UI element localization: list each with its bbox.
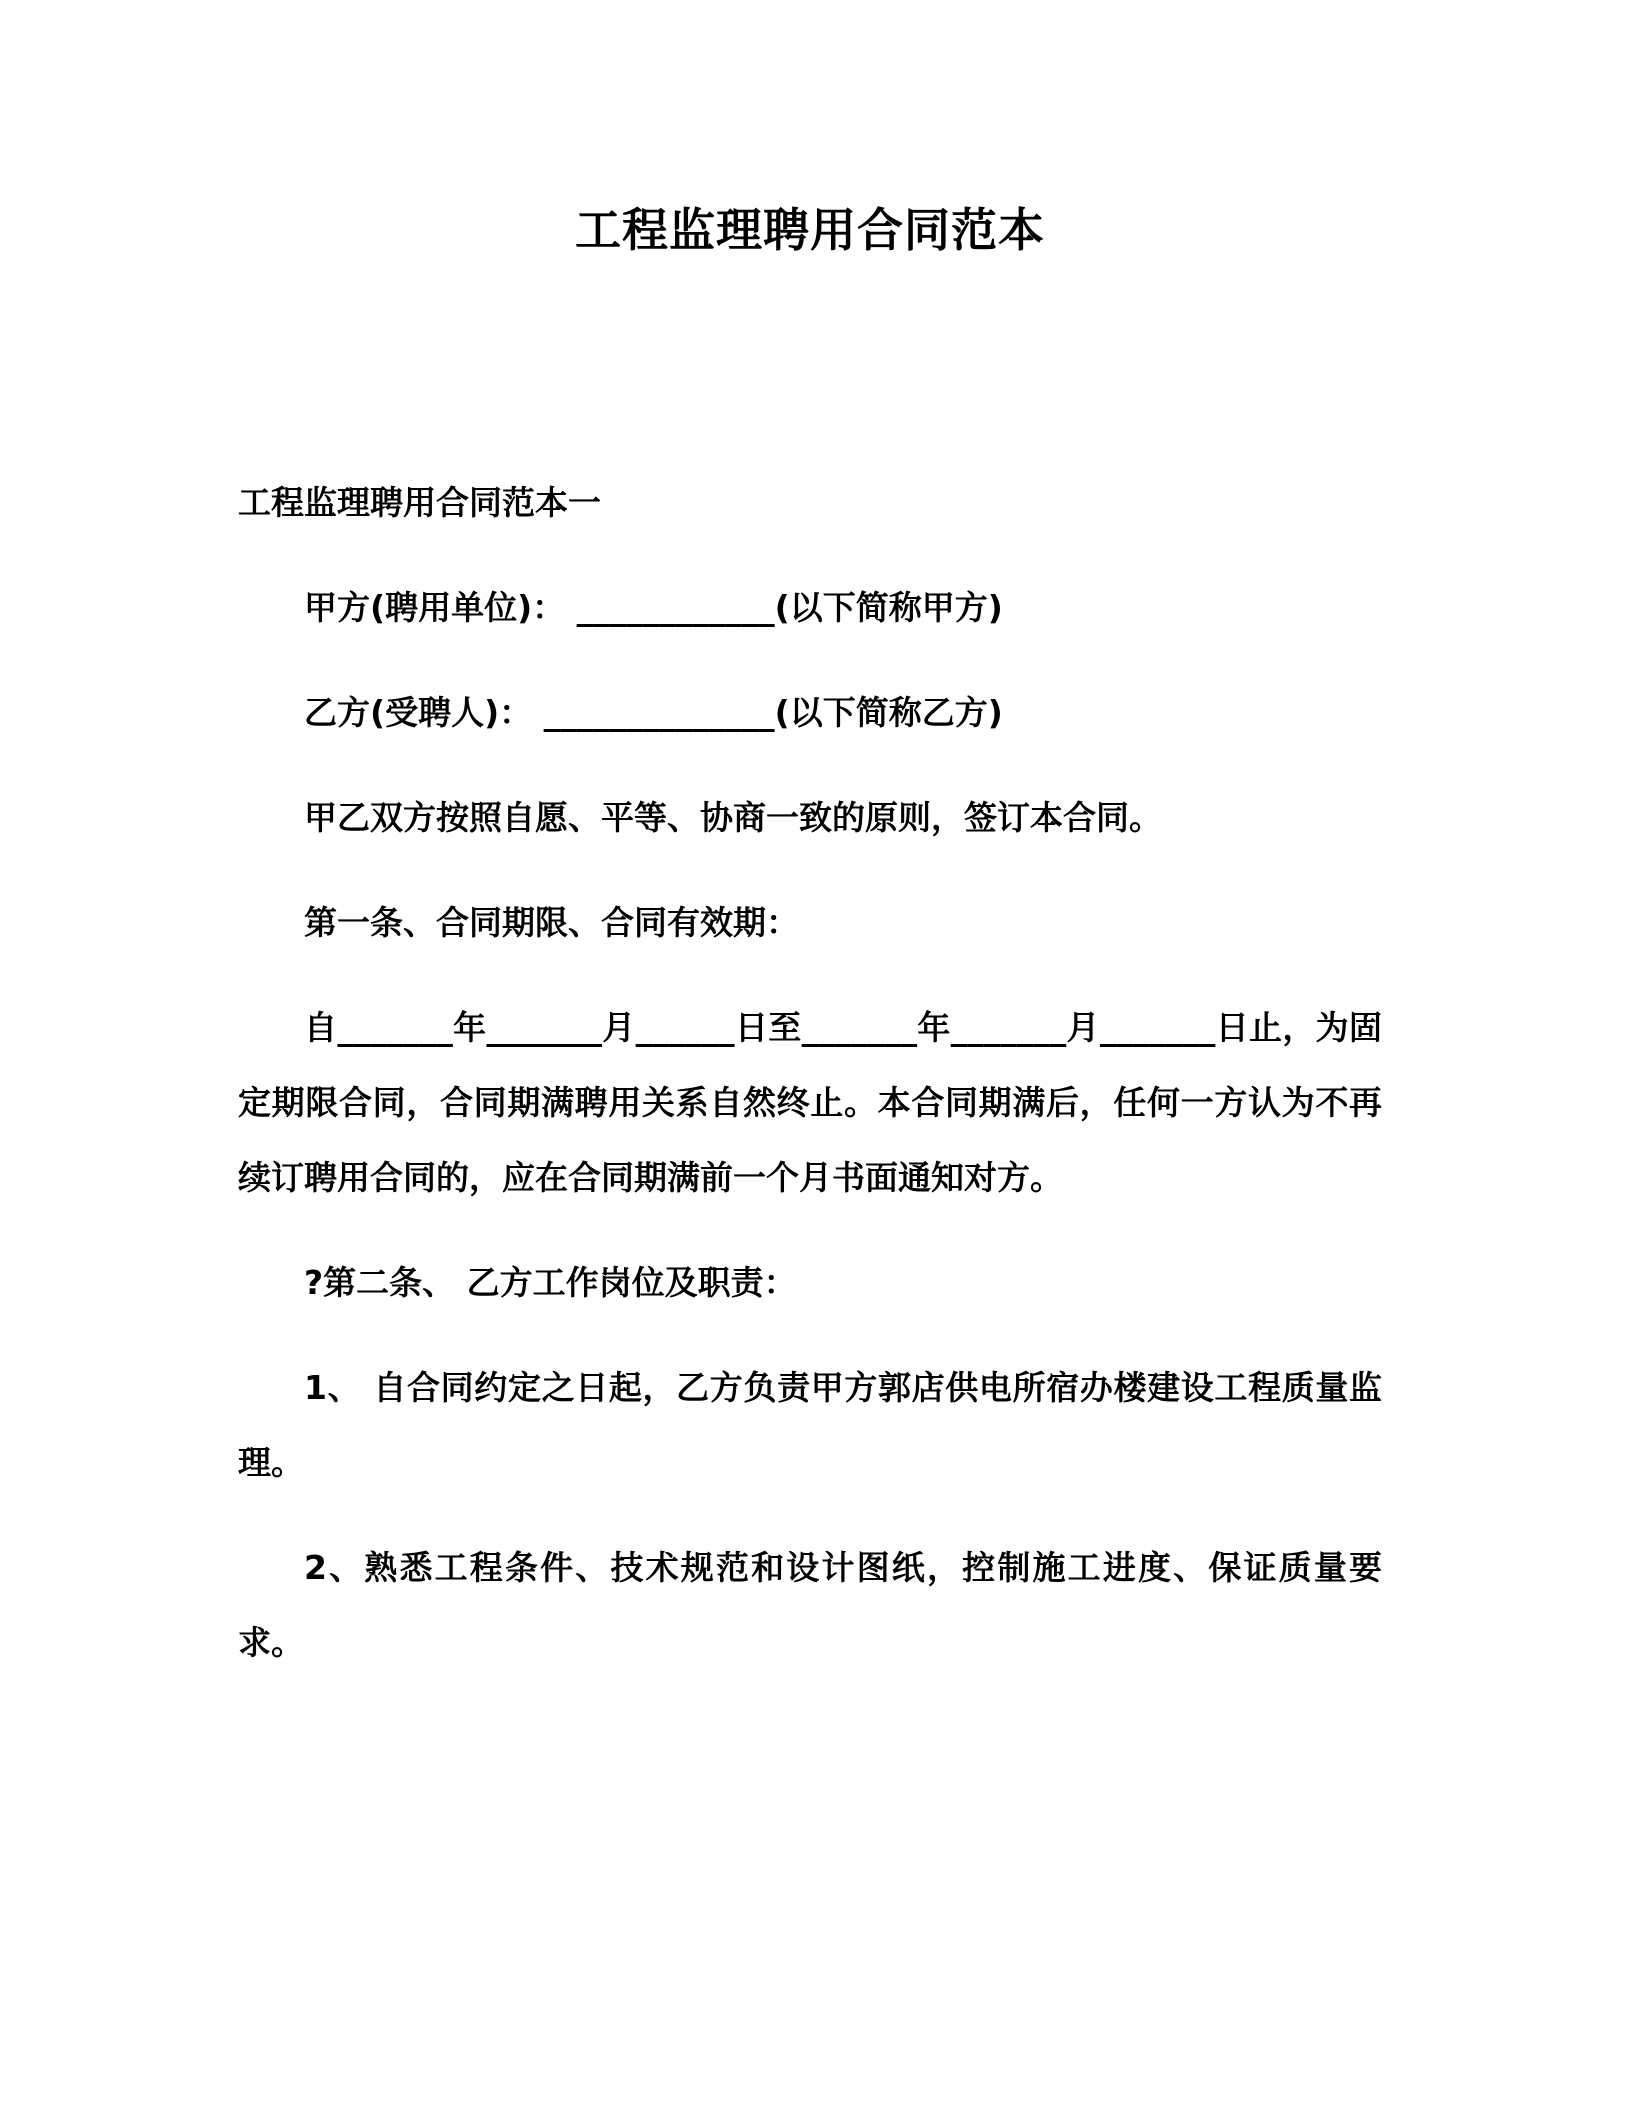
paragraph-clause-2-heading: ?第二条、 乙方工作岗位及职责： [304, 1263, 797, 1302]
paragraph-clause-1-term: 自_______年_______月______日至_______年_______月_______日止，为固定期限合同，合同期满聘用关系自然终止。本合同期满后，任何一方认为不再续订聘用合同的，应在合同期满前一个月书面通知对方。 [238, 1008, 1382, 1197]
paragraph-clause-2-item-2: 2、熟悉工程条件、技术规范和设计图纸，控制施工进度、保证质量要求。 [238, 1548, 1382, 1662]
paragraph-party-b: 乙方(受聘人)： ______________(以下简称乙方) [304, 693, 1003, 732]
document-title: 工程监理聘用合同范本 [575, 203, 1045, 257]
paragraph-agreement-statement: 甲乙双方按照自愿、平等、协商一致的原则，签订本合同。 [304, 798, 1162, 837]
paragraph-clause-1-heading: 第一条、合同期限、合同有效期： [304, 903, 799, 942]
paragraph-clause-2-item-1: 1、 自合同约定之日起，乙方负责甲方郭店供电所宿办楼建设工程质量监理。 [238, 1368, 1382, 1482]
paragraph-party-a: 甲方(聘用单位)： ____________(以下简称甲方) [304, 588, 1003, 627]
paragraph-subtitle: 工程监理聘用合同范本一 [238, 483, 601, 522]
